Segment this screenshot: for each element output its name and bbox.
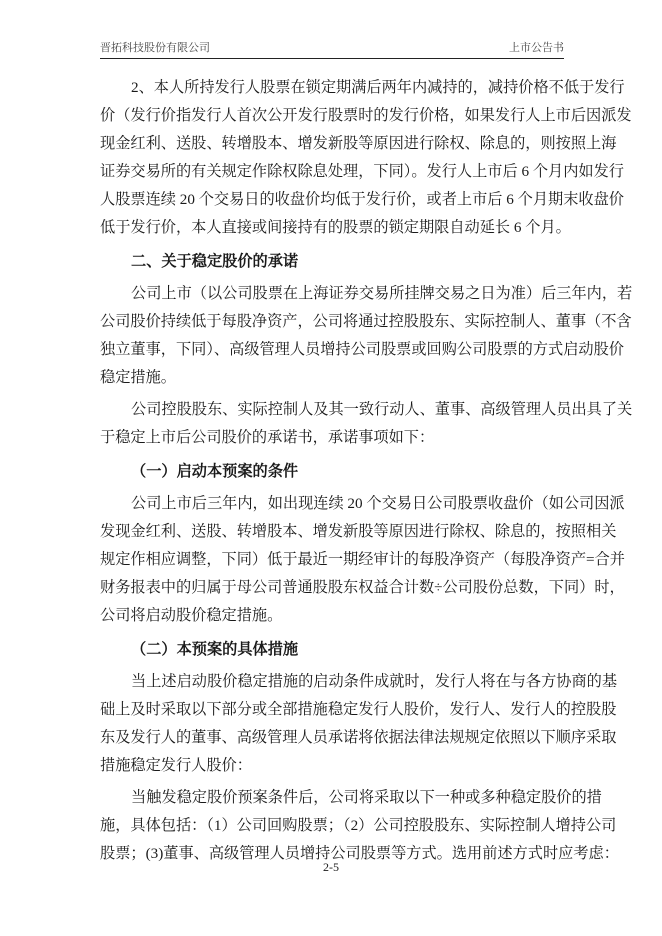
paragraph bbox=[100, 490, 625, 630]
document-body bbox=[100, 74, 633, 872]
header-company: 晋拓科技股份有限公司 bbox=[100, 42, 210, 54]
paragraph-line: 公司上市后三年内，如出现连续 20 个交易日公司股票收盘价（如公司因派 bbox=[131, 495, 625, 512]
paragraph-line: 稳定措施。 bbox=[100, 369, 176, 386]
paragraph-line: 独立董事，下同）、高级管理人员增持公司股票或回购公司股票的方式启动股价 bbox=[100, 341, 624, 358]
paragraph-line: 当触发稳定股价预案条件后，公司将采取以下一种或多种稳定股价的措 bbox=[131, 789, 602, 806]
paragraph-line: 规定作相应调整，下同）低于最近一期经审计的每股净资产（每股净资产=合并 bbox=[100, 551, 625, 568]
header-doc-type: 上市公告书 bbox=[509, 42, 564, 54]
paragraph-line: 财务报表中的归属于母公司普通股股东权益合计数÷公司股份总数，下同）时， bbox=[100, 579, 625, 596]
paragraph bbox=[100, 668, 617, 780]
paragraph-line: 发现金红利、送股、转增股本、增发新股等原因进行除权、除息的，按照相关 bbox=[100, 523, 617, 540]
paragraph-line: 东及发行人的董事、高级管理人员承诺将依据法律法规规定依照以下顺序采取 bbox=[100, 729, 617, 746]
paragraph-line: 公司上市（以公司股票在上海证券交易所挂牌交易之日为准）后三年内，若 bbox=[131, 285, 633, 302]
section-heading: （一）启动本预案的条件 bbox=[131, 463, 299, 480]
paragraph-line: 施，具体包括：（1）公司回购股票；（2）公司控股股东、实际控制人增持公司 bbox=[100, 817, 617, 834]
paragraph-line: 公司股价持续低于每股净资产，公司将通过控股股东、实际控制人、董事（不含 bbox=[100, 313, 632, 330]
paragraph-line: 人股票连续 20 个交易日的收盘价均低于发行价，或者上市后 6 个月期末收盘价 bbox=[100, 191, 624, 208]
section-heading: （二）本预案的具体措施 bbox=[131, 641, 299, 658]
paragraph-line: 低于发行价，本人直接或间接持有的股票的锁定期限自动延长 6 个月。 bbox=[100, 219, 571, 236]
paragraph-line: 公司控股股东、实际控制人及其一致行动人、董事、高级管理人员出具了关 bbox=[131, 401, 633, 418]
section-heading: 二、关于稳定股价的承诺 bbox=[131, 253, 299, 270]
page-header bbox=[100, 38, 564, 59]
page-number: 2-5 bbox=[323, 860, 339, 874]
paragraph bbox=[100, 784, 619, 868]
paragraph-line: 价（发行价指发行人首次公开发行股票时的发行价格，如果发行人上市后因派发 bbox=[100, 107, 632, 124]
paragraph-line: 当上述启动股价稳定措施的启动条件成就时，发行人将在与各方协商的基 bbox=[131, 673, 617, 690]
paragraph bbox=[100, 396, 633, 452]
paragraph-line: 现金红利、送股、转增股本、增发新股等原因进行除权、除息的，则按照上海 bbox=[100, 135, 617, 152]
paragraph-line: 公司将启动股价稳定措施。 bbox=[100, 607, 283, 624]
paragraph-line: 证券交易所的有关规定作除权除息处理，下同）。发行人上市后 6 个月内如发行 bbox=[100, 163, 624, 180]
paragraph bbox=[100, 280, 633, 392]
paragraph bbox=[100, 74, 632, 242]
paragraph-line: 措施稳定发行人股价： bbox=[100, 757, 252, 774]
paragraph-line: 股票；(3)董事、高级管理人员增持公司股票等方式。选用前述方式时应考虑： bbox=[100, 845, 619, 862]
paragraph-line: 2、本人所持发行人股票在锁定期满后两年内减持的，减持价格不低于发行 bbox=[131, 79, 625, 96]
paragraph-line: 于稳定上市后公司股价的承诺书，承诺事项如下： bbox=[100, 429, 435, 446]
paragraph-line: 础上及时采取以下部分或全部措施稳定发行人股价，发行人、发行人的控股股 bbox=[100, 701, 617, 718]
